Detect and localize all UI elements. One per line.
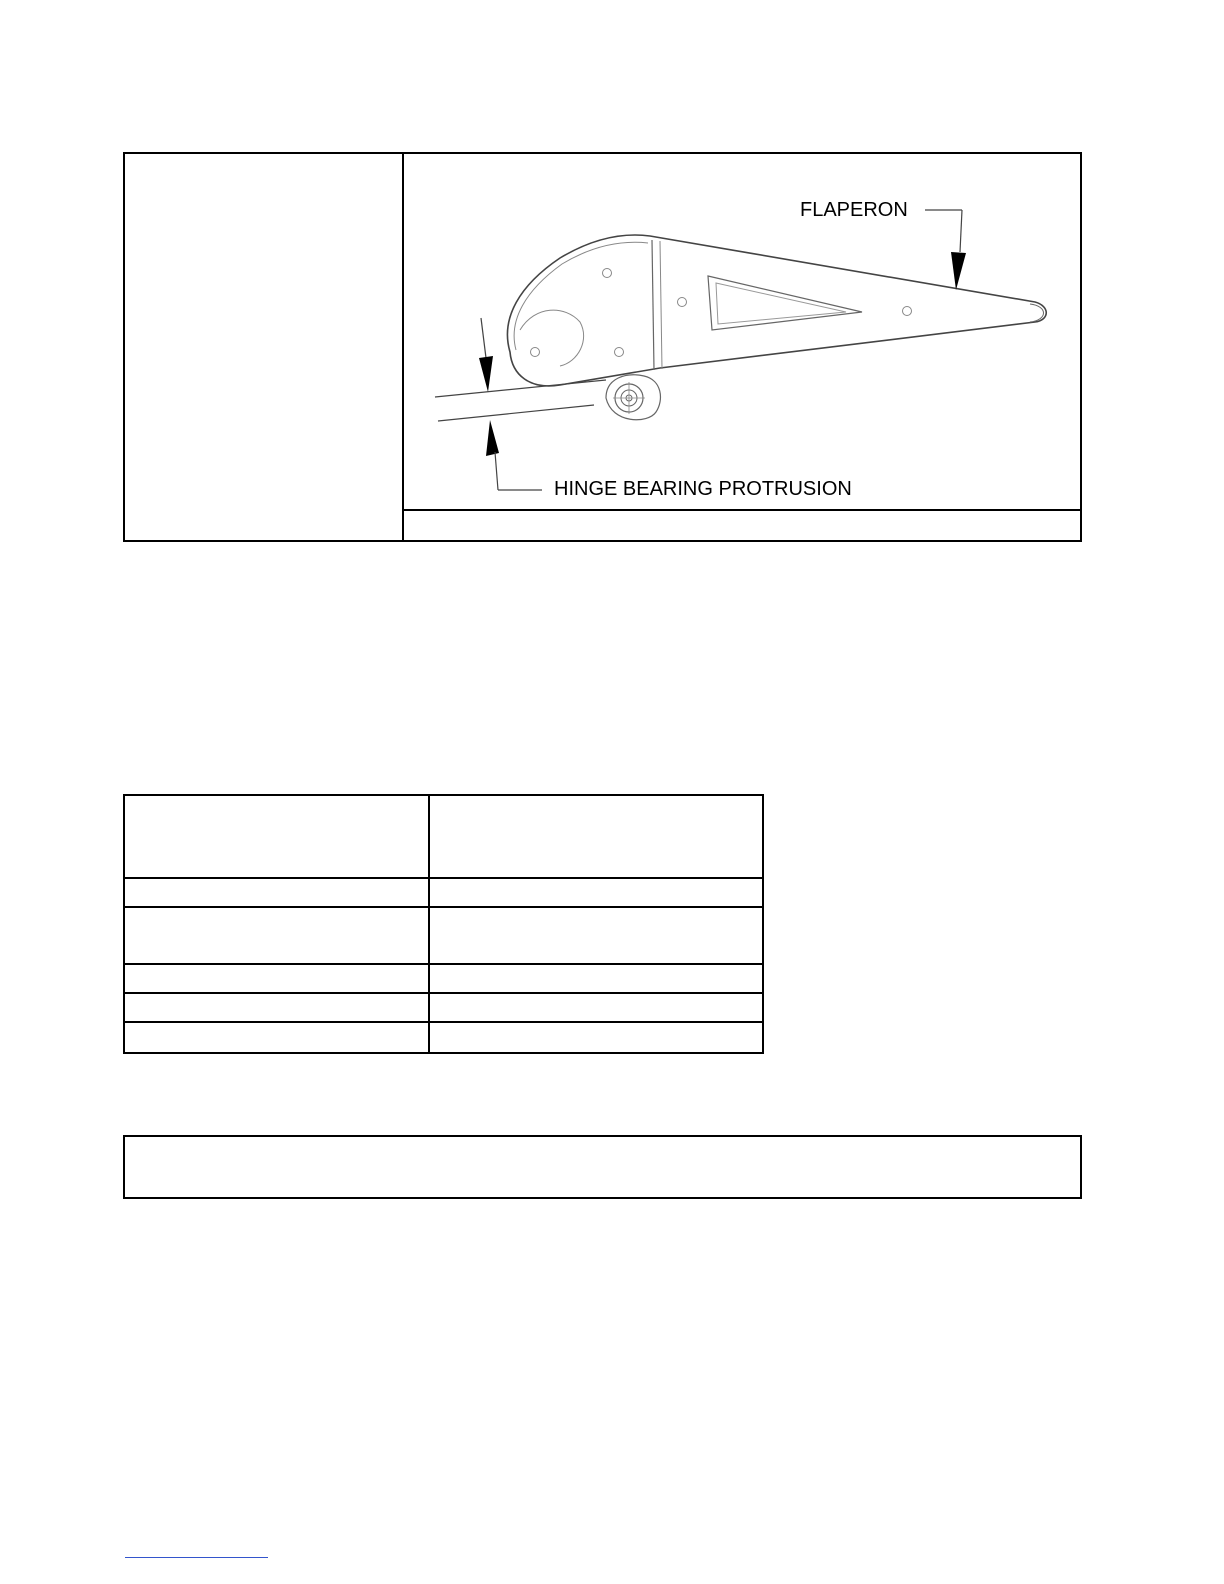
spec-table-divider [428,794,430,1054]
footer-link[interactable] [125,1557,268,1558]
figure-table-divider [402,152,404,542]
hinge-bearing-label: HINGE BEARING PROTRUSION [554,478,852,500]
flaperon-label: FLAPERON [800,199,908,221]
note-box [123,1135,1082,1199]
spec-row-border-5 [123,1021,764,1023]
spec-row-border-1 [123,877,764,879]
spec-row-border-4 [123,992,764,994]
spec-row-border-3 [123,963,764,965]
spec-row-border-2 [123,906,764,908]
figure-caption-divider [402,509,1082,511]
spec-table [123,794,764,1054]
